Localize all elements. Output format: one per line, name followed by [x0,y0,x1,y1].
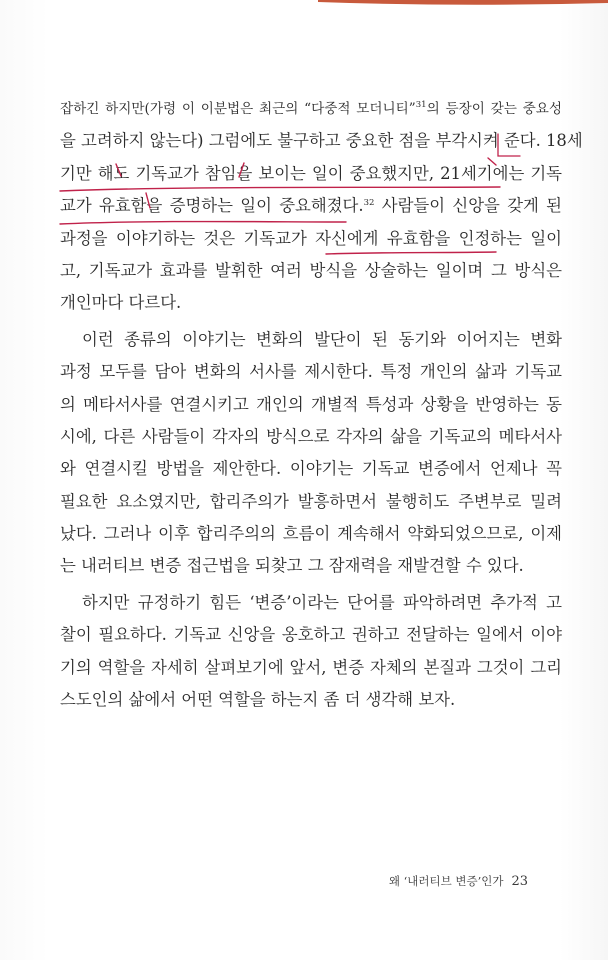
page-number: 23 [511,874,528,889]
text-line-10: 의 메타서사를 연결시키고 개인의 개별적 특성과 상황을 반영하는 동 [60,394,562,414]
text-line-14: 났다. 그러나 이후 합리주의의 흐름이 계속해서 약화되었으므로, 이제 [60,524,562,544]
text-line-18: 기의 역할을 자세히 살펴보기에 앞서, 변증 자체의 본질과 그것이 그리 [60,657,562,677]
text-line-1: 잡하긴 하지만(가령 이 이분법은 최근의 “다중적 모더니티”$^{31}$의 등장이 갖는 중요성 [60,100,562,117]
text-line-5: 과정을 이야기하는 것은 기독교가 자신에게 유효함을 인정하는 일이 [60,228,562,248]
text-line-4: 교가 유효함을 증명하는 일이 중요해졌다.$^{32}$ 사람들이 신앙을 갖게 된 [60,196,562,216]
text-line-19: 스도인의 삶에서 어떤 역할을 하는지 좀 더 생각해 보자. [60,690,456,710]
text-line-11: 시에, 다른 사람들이 각자의 방식으로 각자의 삶을 기독교의 메타서사 [60,426,562,446]
running-title: 왜 ‘내러티브 변증’인가 [388,874,504,888]
text-line-9: 과정 모두를 담아 변화의 서사를 제시한다. 특정 개인의 삶과 기독교 [60,362,562,382]
footnote-ref-32: 32 [363,198,375,209]
text-line-16: 하지만 규정하기 힘든 ‘변증’이라는 단어를 파악하려면 추가적 고 [82,592,562,612]
text-line-13: 필요한 요소였지만, 합리주의가 발흥하면서 불행히도 주변부로 밀려 [60,491,562,511]
text-line-2: 을 고려하지 않는다) 그럼에도 불구하고 중요한 점을 부각시켜 준다. 18세 [60,131,583,151]
footnote-ref-31: 31 [415,100,427,110]
text-line-8: 이런 종류의 이야기는 변화의 발단이 된 동기와 이어지는 변화 [82,329,562,349]
text-line-17: 찰이 필요하다. 기독교 신앙을 옹호하고 권하고 전달하는 일에서 이야 [60,625,562,645]
body-text [60,93,583,716]
accent-stroke [318,0,608,5]
text-line-6: 고, 기독교가 효과를 발휘한 여러 방식을 상술하는 일이며 그 방식은 [60,260,562,280]
top-edge-accent [318,0,608,8]
page-footer [389,873,528,889]
text-line-7: 개인마다 다르다. [60,293,182,313]
text-line-3: 기만 해도 기독교가 참임을 보이는 일이 중요했지만, 21세기에는 기독 [60,163,562,183]
text-line-12: 와 연결시킬 방법을 제안한다. 이야기는 기독교 변증에서 언제나 꼭 [60,459,562,479]
text-line-15: 는 내러티브 변증 접근법을 되찾고 그 잠재력을 재발견할 수 있다. [60,556,524,576]
